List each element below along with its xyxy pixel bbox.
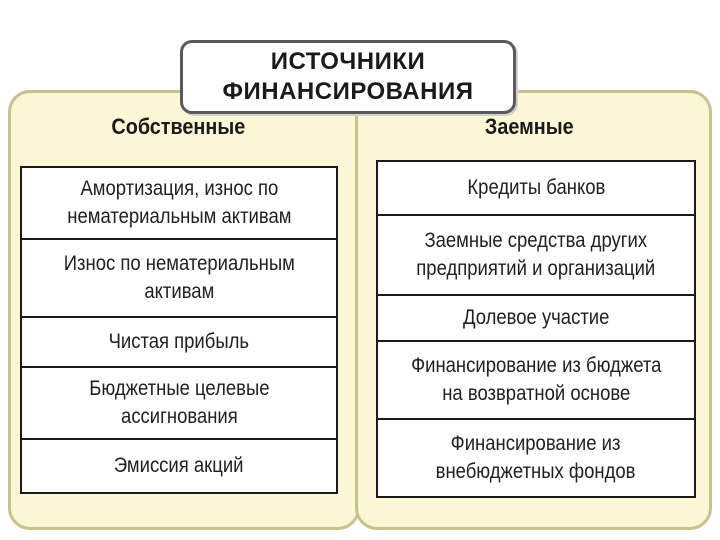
borrowed-source-item-label: Финансирование из внебюджетных фондов xyxy=(436,432,636,483)
own-source-item-label: Износ по нематериальным активам xyxy=(63,252,295,303)
borrowed-source-item xyxy=(378,342,694,420)
borrowed-source-item xyxy=(378,296,694,342)
own-sources-list xyxy=(20,166,338,494)
own-source-item-label: Бюджетные целевые ассигнования xyxy=(88,377,270,428)
borrowed-source-item xyxy=(378,216,694,296)
borrowed-source-item xyxy=(378,162,694,216)
own-source-item xyxy=(22,368,336,440)
own-source-item-label: Амортизация, износ по нематериальным активам xyxy=(66,177,292,228)
diagram-title-box xyxy=(180,40,516,114)
own-source-item-label: Чистая прибыль xyxy=(108,330,250,353)
title-line-2: ФИНАНСИРОВАНИЯ xyxy=(222,78,474,105)
title-line-1: ИСТОЧНИКИ xyxy=(270,48,426,75)
own-source-item xyxy=(22,440,336,492)
own-source-item-label: Эмиссия акций xyxy=(114,454,244,477)
own-source-item xyxy=(22,240,336,318)
own-source-item xyxy=(22,318,336,368)
borrowed-source-item xyxy=(378,420,694,496)
borrowed-source-item-label: Заемные средства других предприятий и организаций xyxy=(416,229,656,280)
borrowed-source-item-label: Кредиты банков xyxy=(467,176,605,199)
borrowed-source-item-label: Финансирование из бюджета на возвратной основе xyxy=(410,354,662,405)
borrowed-sources-list xyxy=(376,160,696,498)
borrowed-source-item-label: Долевое участие xyxy=(462,306,610,329)
borrowed-sources-header: Заемные xyxy=(484,114,574,139)
own-source-item xyxy=(22,168,336,240)
own-sources-header: Собственные xyxy=(111,114,246,139)
